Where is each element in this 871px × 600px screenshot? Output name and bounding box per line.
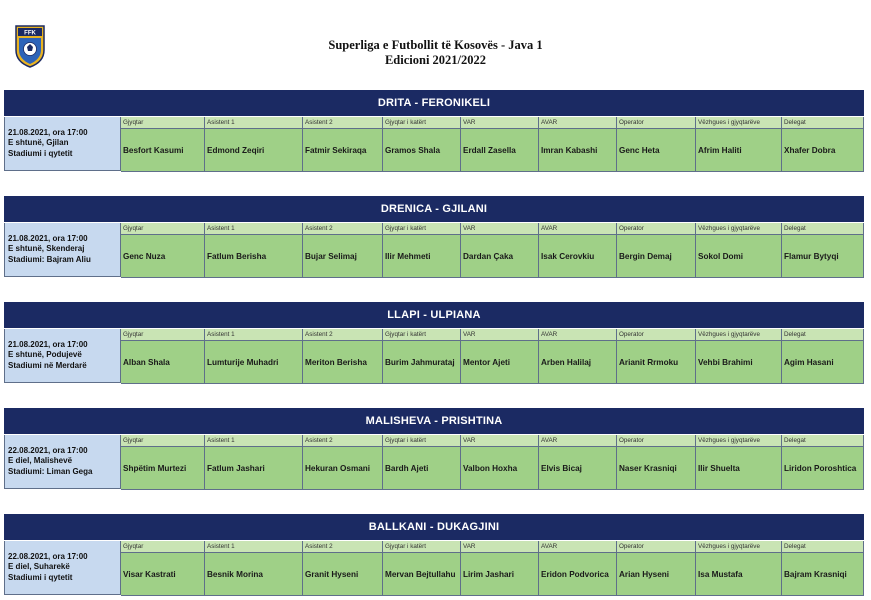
- official-name: Visar Kastrati: [121, 553, 204, 596]
- match-info: [4, 541, 121, 595]
- role-label: Asistent 2: [303, 541, 382, 553]
- match-stadium: Stadiumi: Liman Gega: [8, 466, 93, 476]
- role-label: Asistent 1: [205, 541, 302, 553]
- officials-grid: [121, 329, 864, 384]
- official-column: [121, 541, 205, 596]
- match-place: E diel, Suharekë: [8, 562, 70, 572]
- official-name: Fatlum Berisha: [205, 235, 302, 278]
- official-column: [696, 117, 782, 172]
- official-name: Shpëtim Murtezi: [121, 447, 204, 490]
- match-title: DRENICA - GJILANI: [4, 196, 864, 222]
- official-name: Bergin Demaj: [617, 235, 695, 278]
- role-label: Gjyqtar: [121, 117, 204, 129]
- role-label: VAR: [461, 223, 538, 235]
- match-date: 21.08.2021, ora 17:00: [8, 127, 88, 137]
- official-name: Besfort Kasumi: [121, 129, 204, 172]
- match-title: BALLKANI - DUKAGJINI: [4, 514, 864, 540]
- role-label: Gjyqtar i katërt: [383, 223, 460, 235]
- official-column: [303, 117, 383, 172]
- role-label: VAR: [461, 541, 538, 553]
- role-label: Gjyqtar i katërt: [383, 435, 460, 447]
- match-body: [4, 540, 864, 596]
- role-label: Operator: [617, 435, 695, 447]
- official-column: [539, 117, 617, 172]
- official-name: Edmond Zeqiri: [205, 129, 302, 172]
- official-column: [617, 329, 696, 384]
- official-column: [782, 541, 864, 596]
- match-card: [4, 514, 864, 596]
- official-name: Erdall Zasella: [461, 129, 538, 172]
- official-column: [205, 329, 303, 384]
- officials-grid: [121, 223, 864, 278]
- official-name: Naser Krasniqi: [617, 447, 695, 490]
- role-label: Gjyqtar: [121, 435, 204, 447]
- role-label: Delegat: [782, 435, 863, 447]
- match-place: E shtunë, Gjilan: [8, 138, 69, 148]
- role-label: Operator: [617, 329, 695, 341]
- official-name: Vehbi Brahimi: [696, 341, 781, 384]
- role-label: Gjyqtar: [121, 541, 204, 553]
- role-label: Asistent 1: [205, 329, 302, 341]
- official-name: Lumturije Muhadri: [205, 341, 302, 384]
- role-label: Delegat: [782, 117, 863, 129]
- official-name: Valbon Hoxha: [461, 447, 538, 490]
- match-stadium: Stadiumi i qytetit: [8, 148, 73, 158]
- official-name: Elvis Bicaj: [539, 447, 616, 490]
- official-name: Besnik Morina: [205, 553, 302, 596]
- official-name: Genc Heta: [617, 129, 695, 172]
- role-label: VAR: [461, 329, 538, 341]
- role-label: Asistent 1: [205, 223, 302, 235]
- official-name: Eridon Podvorica: [539, 553, 616, 596]
- role-label: Vëzhgues i gjyqtarëve: [696, 223, 781, 235]
- official-name: Ilir Mehmeti: [383, 235, 460, 278]
- official-name: Mervan Bejtullahu: [383, 553, 460, 596]
- official-column: [205, 117, 303, 172]
- role-label: Gjyqtar i katërt: [383, 117, 460, 129]
- official-name: Isak Cerovkiu: [539, 235, 616, 278]
- role-label: Operator: [617, 117, 695, 129]
- official-column: [782, 117, 864, 172]
- official-name: Fatlum Jashari: [205, 447, 302, 490]
- official-name: Bajram Krasniqi: [782, 553, 863, 596]
- official-name: Fatmir Sekiraqa: [303, 129, 382, 172]
- role-label: Vëzhgues i gjyqtarëve: [696, 541, 781, 553]
- match-info: [4, 329, 121, 383]
- role-label: VAR: [461, 435, 538, 447]
- role-label: AVAR: [539, 117, 616, 129]
- official-name: Mentor Ajeti: [461, 341, 538, 384]
- official-column: [539, 435, 617, 490]
- official-column: [782, 329, 864, 384]
- match-body: [4, 434, 864, 490]
- official-column: [121, 223, 205, 278]
- official-column: [303, 435, 383, 490]
- role-label: Delegat: [782, 223, 863, 235]
- official-name: Agim Hasani: [782, 341, 863, 384]
- role-label: AVAR: [539, 223, 616, 235]
- official-name: Gramos Shala: [383, 129, 460, 172]
- official-column: [383, 435, 461, 490]
- role-label: Delegat: [782, 329, 863, 341]
- match-body: [4, 328, 864, 384]
- match-card: [4, 302, 864, 384]
- role-label: Vëzhgues i gjyqtarëve: [696, 329, 781, 341]
- page-subtitle: Edicioni 2021/2022: [384, 53, 487, 67]
- official-name: Granit Hyseni: [303, 553, 382, 596]
- official-name: Imran Kabashi: [539, 129, 616, 172]
- match-title: LLAPI - ULPIANA: [4, 302, 864, 328]
- role-label: Asistent 1: [205, 435, 302, 447]
- official-name: Liridon Poroshtica: [782, 447, 863, 490]
- role-label: AVAR: [539, 435, 616, 447]
- official-column: [383, 541, 461, 596]
- role-label: Asistent 2: [303, 117, 382, 129]
- official-column: [205, 541, 303, 596]
- official-column: [461, 541, 539, 596]
- match-date: 21.08.2021, ora 17:00: [8, 339, 88, 349]
- officials-grid: [121, 117, 864, 172]
- role-label: VAR: [461, 117, 538, 129]
- official-name: Afrim Haliti: [696, 129, 781, 172]
- role-label: Gjyqtar: [121, 223, 204, 235]
- match-place: E diel, Malishevë: [8, 456, 73, 466]
- match-place: E shtunë, Skenderaj: [8, 244, 85, 254]
- official-column: [461, 223, 539, 278]
- role-label: Asistent 1: [205, 117, 302, 129]
- official-name: Meriton Berisha: [303, 341, 382, 384]
- official-column: [696, 223, 782, 278]
- official-column: [782, 223, 864, 278]
- role-label: AVAR: [539, 541, 616, 553]
- role-label: Operator: [617, 541, 695, 553]
- role-label: Asistent 2: [303, 435, 382, 447]
- match-info: [4, 223, 121, 277]
- official-column: [461, 435, 539, 490]
- official-column: [303, 541, 383, 596]
- match-title: MALISHEVA - PRISHTINA: [4, 408, 864, 434]
- official-name: Alban Shala: [121, 341, 204, 384]
- official-column: [696, 329, 782, 384]
- match-info: [4, 117, 121, 171]
- official-column: [121, 435, 205, 490]
- official-name: Bujar Selimaj: [303, 235, 382, 278]
- official-column: [383, 117, 461, 172]
- role-label: Asistent 2: [303, 223, 382, 235]
- official-column: [383, 329, 461, 384]
- official-name: Ilir Shuelta: [696, 447, 781, 490]
- match-stadium: Stadiumi në Merdarë: [8, 360, 87, 370]
- official-name: Genc Nuza: [121, 235, 204, 278]
- official-column: [205, 223, 303, 278]
- match-body: [4, 222, 864, 278]
- official-column: [303, 329, 383, 384]
- official-column: [121, 117, 205, 172]
- match-card: [4, 90, 864, 172]
- official-column: [617, 435, 696, 490]
- official-column: [303, 223, 383, 278]
- official-column: [696, 435, 782, 490]
- officials-grid: [121, 541, 864, 596]
- role-label: Asistent 2: [303, 329, 382, 341]
- official-column: [617, 541, 696, 596]
- official-column: [205, 435, 303, 490]
- official-column: [539, 223, 617, 278]
- official-name: Hekuran Osmani: [303, 447, 382, 490]
- match-place: E shtunë, Podujevë: [8, 350, 82, 360]
- match-date: 22.08.2021, ora 17:00: [8, 445, 88, 455]
- official-column: [383, 223, 461, 278]
- official-column: [461, 117, 539, 172]
- official-name: Lirim Jashari: [461, 553, 538, 596]
- official-name: Arianit Rrmoku: [617, 341, 695, 384]
- role-label: Gjyqtar i katërt: [383, 541, 460, 553]
- official-name: Sokol Domi: [696, 235, 781, 278]
- match-date: 21.08.2021, ora 17:00: [8, 233, 88, 243]
- official-name: Burim Jahmurataj: [383, 341, 460, 384]
- official-column: [617, 117, 696, 172]
- official-column: [617, 223, 696, 278]
- official-name: Isa Mustafa: [696, 553, 781, 596]
- match-card: [4, 196, 864, 278]
- official-name: Bardh Ajeti: [383, 447, 460, 490]
- official-name: Dardan Çaka: [461, 235, 538, 278]
- official-name: Xhafer Dobra: [782, 129, 863, 172]
- role-label: Gjyqtar: [121, 329, 204, 341]
- official-column: [461, 329, 539, 384]
- match-card: [4, 408, 864, 490]
- role-label: Vëzhgues i gjyqtarëve: [696, 435, 781, 447]
- official-column: [121, 329, 205, 384]
- official-column: [782, 435, 864, 490]
- role-label: Gjyqtar i katërt: [383, 329, 460, 341]
- official-name: Arian Hyseni: [617, 553, 695, 596]
- role-label: AVAR: [539, 329, 616, 341]
- official-name: Flamur Bytyqi: [782, 235, 863, 278]
- official-column: [696, 541, 782, 596]
- document-header: [0, 38, 871, 68]
- match-title: DRITA - FERONIKELI: [4, 90, 864, 116]
- logo-text: FFK: [24, 30, 36, 37]
- officials-grid: [121, 435, 864, 490]
- match-date: 22.08.2021, ora 17:00: [8, 551, 88, 561]
- match-body: [4, 116, 864, 172]
- role-label: Delegat: [782, 541, 863, 553]
- match-stadium: Stadiumi i qytetit: [8, 572, 73, 582]
- role-label: Operator: [617, 223, 695, 235]
- official-name: Arben Halilaj: [539, 341, 616, 384]
- role-label: Vëzhgues i gjyqtarëve: [696, 117, 781, 129]
- official-column: [539, 541, 617, 596]
- official-column: [539, 329, 617, 384]
- match-stadium: Stadiumi: Bajram Aliu: [8, 254, 91, 264]
- match-info: [4, 435, 121, 489]
- page-title: Superliga e Futbollit të Kosovës - Java 1: [328, 38, 543, 52]
